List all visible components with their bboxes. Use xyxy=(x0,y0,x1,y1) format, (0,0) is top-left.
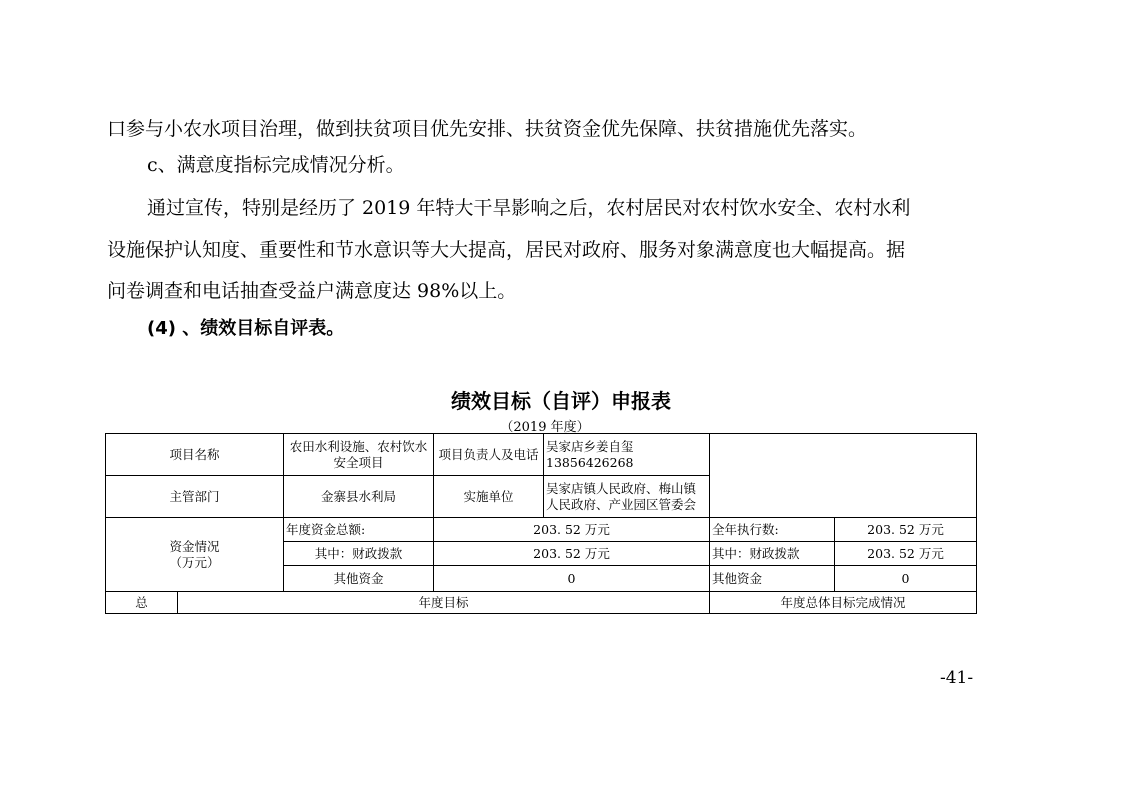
manager-value: 吴家店乡姜自玺 13856426268 xyxy=(544,434,710,476)
annual-exec-value: 203. 52 万元 xyxy=(835,518,977,542)
fiscal-value: 203. 52 万元 xyxy=(434,542,710,566)
performance-table xyxy=(105,433,977,614)
other-funds-label: 其他资金 xyxy=(284,566,434,592)
table-row-goals xyxy=(106,592,977,614)
manager-label: 项目负责人及电话 xyxy=(434,434,544,476)
body-paragraph-3-line-3: 问卷调查和电话抽查受益户满意度达 98%以上。 xyxy=(107,280,517,302)
body-paragraph-3-line-2: 设施保护认知度、重要性和节水意识等大大提高，居民对政府、服务对象满意度也大幅提高。据 xyxy=(107,239,906,261)
body-paragraph-3-line-1: 通过宣传，特别是经历了 2019 年特大干旱影响之后，农村居民对农村饮水安全、农村水利 xyxy=(147,197,911,219)
goals-label: 总 xyxy=(106,592,178,614)
department-value: 金寨县水利局 xyxy=(284,476,434,518)
annual-goal-header: 年度目标 xyxy=(178,592,710,614)
fiscal-value-exec: 203. 52 万元 xyxy=(835,542,977,566)
fiscal-label: 其中：财政拨款 xyxy=(284,542,434,566)
page-number: -41- xyxy=(940,668,974,688)
annual-total-label: 年度资金总额: xyxy=(284,518,434,542)
funds-unit-text: （万元） xyxy=(169,554,220,570)
table-title: 绩效目标（自评）申报表 xyxy=(451,389,671,413)
annual-exec-label: 全年执行数: xyxy=(710,518,835,542)
other-funds-value: 0 xyxy=(434,566,710,592)
goal-completion-header: 年度总体目标完成情况 xyxy=(710,592,977,614)
project-name-label: 项目名称 xyxy=(106,434,284,476)
funds-label-text: 资金情况 xyxy=(169,538,220,554)
table-row-funds-total xyxy=(106,518,977,542)
other-funds-label-exec: 其他资金 xyxy=(710,566,835,592)
annual-total-value: 203. 52 万元 xyxy=(434,518,710,542)
department-label: 主管部门 xyxy=(106,476,284,518)
section-heading-4: (4) 、绩效目标自评表。 xyxy=(147,318,345,339)
body-paragraph-2: c、满意度指标完成情况分析。 xyxy=(147,154,405,176)
implementing-unit-label: 实施单位 xyxy=(434,476,544,518)
body-paragraph-1: 口参与小农水项目治理，做到扶贫项目优先安排、扶贫资金优先保障、扶贫措施优先落实。 xyxy=(107,118,868,140)
implementing-unit-value: 吴家店镇人民政府、梅山镇人民政府、产业园区管委会 xyxy=(544,476,710,518)
blank-cell xyxy=(710,434,977,518)
other-funds-value-exec: 0 xyxy=(835,566,977,592)
table-subtitle: （2019 年度） xyxy=(500,420,590,435)
fiscal-label-exec: 其中：财政拨款 xyxy=(710,542,835,566)
funds-label xyxy=(106,518,284,592)
table-row-project xyxy=(106,434,977,476)
project-name-value: 农田水利设施、农村饮水安全项目 xyxy=(284,434,434,476)
